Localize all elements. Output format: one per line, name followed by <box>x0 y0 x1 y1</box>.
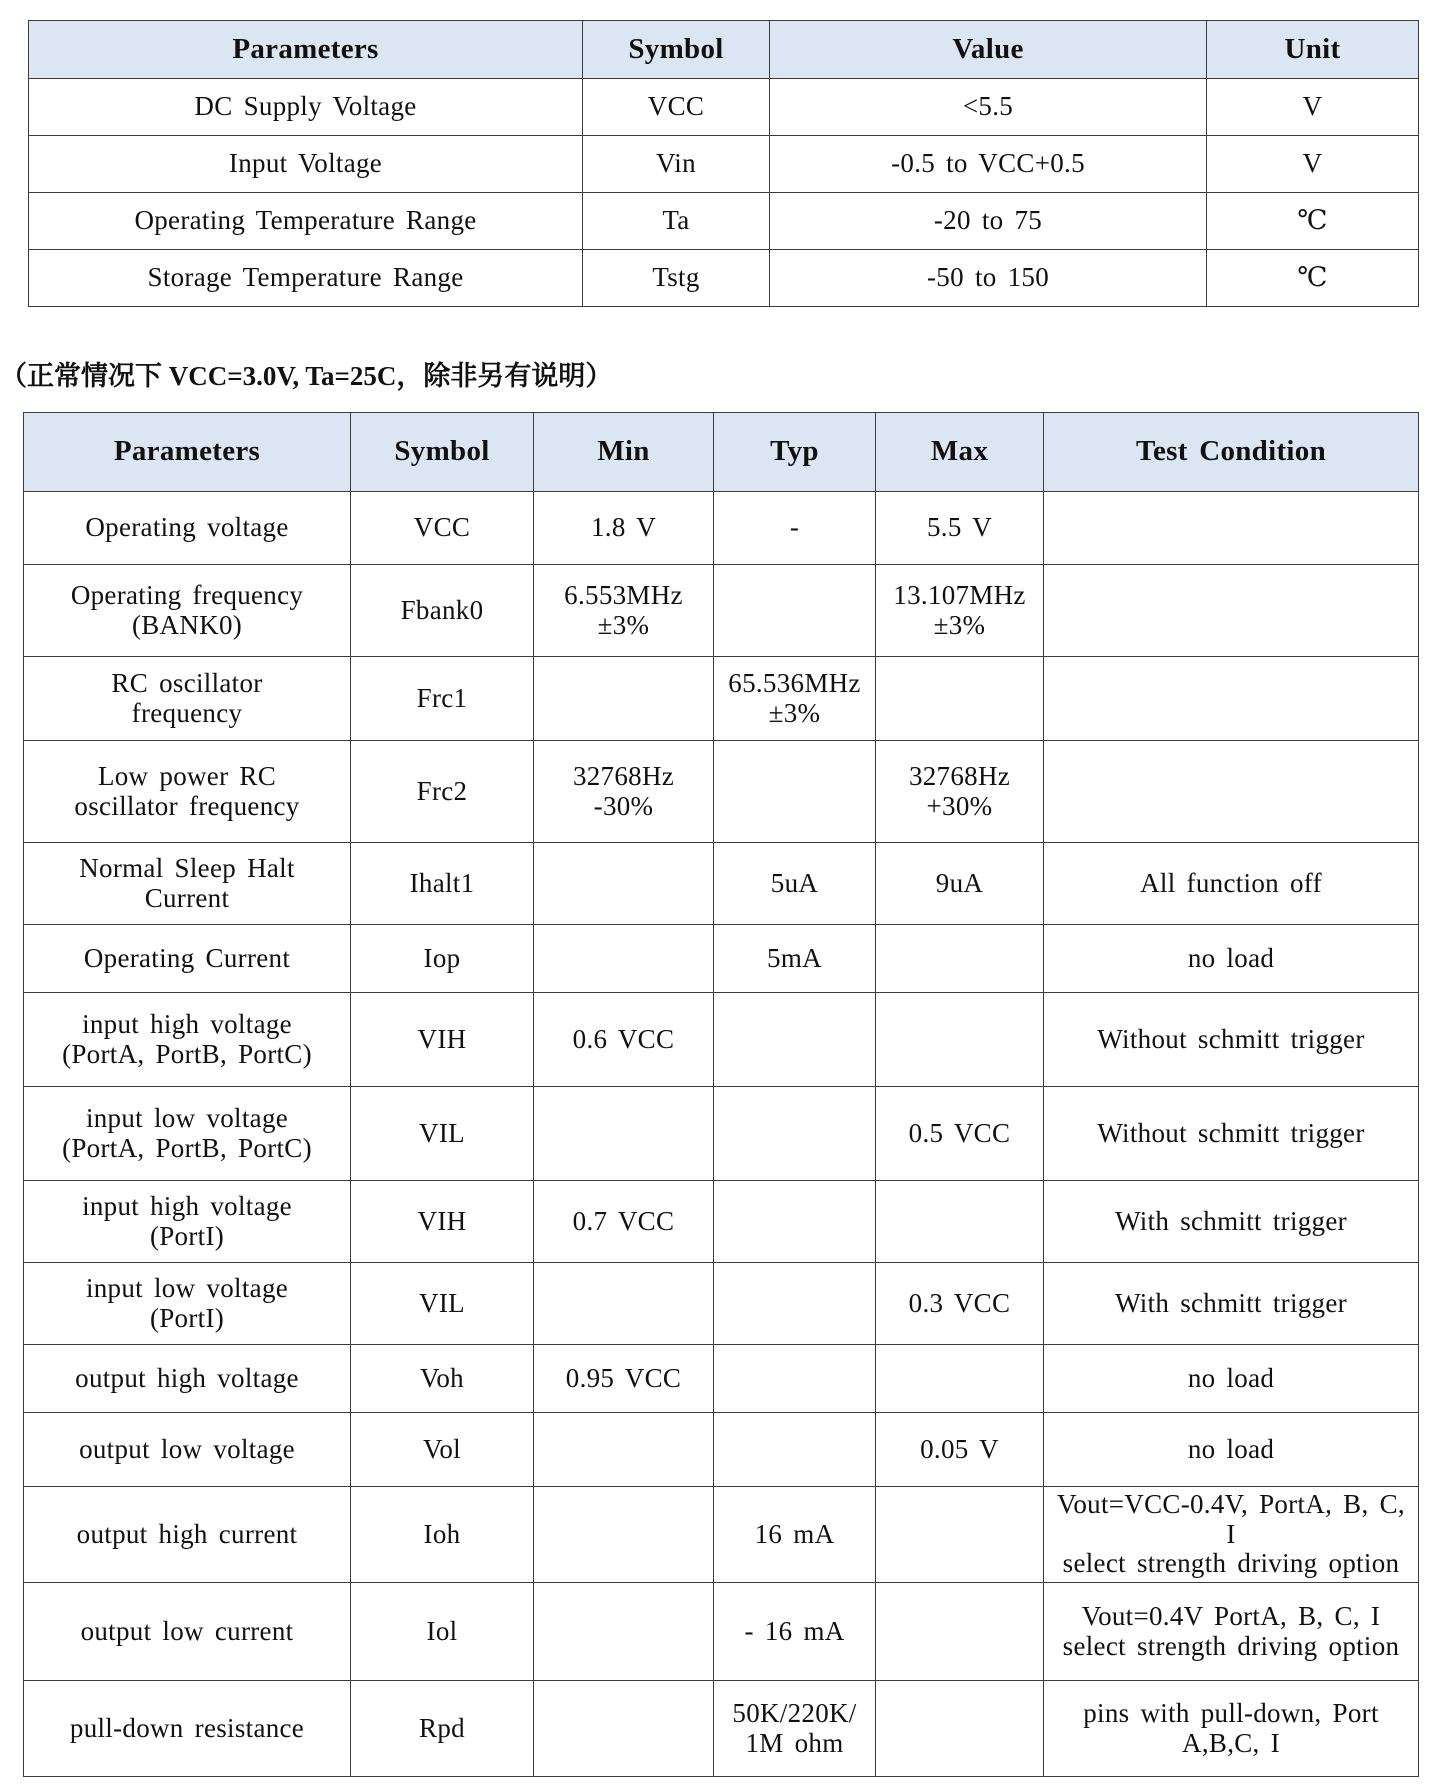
table-row <box>24 1181 1419 1263</box>
max-cell <box>876 1487 1044 1583</box>
max-cell: 0.05 V <box>876 1413 1044 1487</box>
param-cell: Operating frequency (BANK0) <box>24 565 351 657</box>
table-row <box>24 1263 1419 1345</box>
unit-cell: ℃ <box>1207 250 1419 307</box>
param-cell: Normal Sleep Halt Current <box>24 843 351 925</box>
electrical-characteristics-table <box>23 412 1419 1777</box>
typ-cell: 50K/220K/ 1M ohm <box>714 1681 876 1777</box>
test-condition-cell: no load <box>1044 925 1419 993</box>
typ-cell <box>714 1087 876 1181</box>
header-typ: Typ <box>714 413 876 492</box>
max-cell: 9uA <box>876 843 1044 925</box>
param-cell: input high voltage (PortA, PortB, PortC) <box>24 993 351 1087</box>
min-cell <box>534 925 714 993</box>
header-test-condition: Test Condition <box>1044 413 1419 492</box>
symbol-cell: VIH <box>351 993 534 1087</box>
table-row <box>24 657 1419 741</box>
min-cell <box>534 1681 714 1777</box>
param-cell: input low voltage (PortI) <box>24 1263 351 1345</box>
symbol-cell: Vin <box>583 136 770 193</box>
symbol-cell: Iop <box>351 925 534 993</box>
unit-cell: V <box>1207 136 1419 193</box>
typ-cell <box>714 1263 876 1345</box>
max-cell <box>876 1681 1044 1777</box>
unit-cell: ℃ <box>1207 193 1419 250</box>
header-symbol: Symbol <box>583 21 770 79</box>
max-cell <box>876 1181 1044 1263</box>
table-header-row <box>29 21 1419 79</box>
table-row <box>24 565 1419 657</box>
max-cell <box>876 993 1044 1087</box>
header-value: Value <box>770 21 1207 79</box>
test-condition-cell: With schmitt trigger <box>1044 1181 1419 1263</box>
table-row <box>24 1413 1419 1487</box>
min-cell <box>534 843 714 925</box>
param-cell: Storage Temperature Range <box>29 250 583 307</box>
table-row <box>24 1345 1419 1413</box>
symbol-cell: Tstg <box>583 250 770 307</box>
typ-cell: - <box>714 492 876 565</box>
min-cell: 1.8 V <box>534 492 714 565</box>
value-cell: <5.5 <box>770 79 1207 136</box>
table-row <box>24 925 1419 993</box>
typ-cell <box>714 1413 876 1487</box>
max-cell <box>876 925 1044 993</box>
header-parameters: Parameters <box>24 413 351 492</box>
max-cell: 5.5 V <box>876 492 1044 565</box>
symbol-cell: VIL <box>351 1087 534 1181</box>
typ-cell: 65.536MHz ±3% <box>714 657 876 741</box>
test-condition-cell: no load <box>1044 1345 1419 1413</box>
param-cell: Low power RC oscillator frequency <box>24 741 351 843</box>
test-condition-cell <box>1044 565 1419 657</box>
symbol-cell: VIL <box>351 1263 534 1345</box>
conditions-note: （正常情况下 VCC=3.0V, Ta=25C，除非另有说明） <box>0 361 613 391</box>
symbol-cell: Frc2 <box>351 741 534 843</box>
param-cell: output low current <box>24 1583 351 1681</box>
test-condition-cell <box>1044 492 1419 565</box>
param-cell: Operating Temperature Range <box>29 193 583 250</box>
symbol-cell: Voh <box>351 1345 534 1413</box>
symbol-cell: Vol <box>351 1413 534 1487</box>
test-condition-cell <box>1044 657 1419 741</box>
min-cell: 6.553MHz ±3% <box>534 565 714 657</box>
typ-cell <box>714 1181 876 1263</box>
min-cell <box>534 1087 714 1181</box>
symbol-cell: Frc1 <box>351 657 534 741</box>
max-cell: 32768Hz +30% <box>876 741 1044 843</box>
table-row <box>29 79 1419 136</box>
value-cell: -0.5 to VCC+0.5 <box>770 136 1207 193</box>
typ-cell <box>714 1345 876 1413</box>
table-row <box>24 741 1419 843</box>
param-cell: pull-down resistance <box>24 1681 351 1777</box>
typ-cell: - 16 mA <box>714 1583 876 1681</box>
symbol-cell: VCC <box>351 492 534 565</box>
param-cell: output high voltage <box>24 1345 351 1413</box>
typ-cell <box>714 565 876 657</box>
value-cell: -20 to 75 <box>770 193 1207 250</box>
param-cell: RC oscillator frequency <box>24 657 351 741</box>
test-condition-cell: pins with pull-down, Port A,B,C, I <box>1044 1681 1419 1777</box>
test-condition-cell: Without schmitt trigger <box>1044 993 1419 1087</box>
max-cell <box>876 1583 1044 1681</box>
table-header-row <box>24 413 1419 492</box>
max-cell: 0.5 VCC <box>876 1087 1044 1181</box>
max-cell: 13.107MHz ±3% <box>876 565 1044 657</box>
test-condition-cell: Vout=0.4V PortA, B, C, I select strength driving option <box>1044 1583 1419 1681</box>
test-condition-cell <box>1044 741 1419 843</box>
table-row <box>29 193 1419 250</box>
table-row <box>24 1681 1419 1777</box>
typ-cell: 16 mA <box>714 1487 876 1583</box>
value-cell: -50 to 150 <box>770 250 1207 307</box>
table-row <box>29 136 1419 193</box>
table-row <box>24 993 1419 1087</box>
min-cell <box>534 1583 714 1681</box>
table-row <box>24 1087 1419 1181</box>
test-condition-cell: All function off <box>1044 843 1419 925</box>
table-row <box>24 492 1419 565</box>
param-cell: DC Supply Voltage <box>29 79 583 136</box>
max-cell <box>876 657 1044 741</box>
table-row <box>24 843 1419 925</box>
param-cell: output low voltage <box>24 1413 351 1487</box>
min-cell <box>534 1263 714 1345</box>
unit-cell: V <box>1207 79 1419 136</box>
typ-cell: 5mA <box>714 925 876 993</box>
typ-cell <box>714 993 876 1087</box>
param-cell: output high current <box>24 1487 351 1583</box>
min-cell <box>534 1413 714 1487</box>
param-cell: Input Voltage <box>29 136 583 193</box>
test-condition-cell: With schmitt trigger <box>1044 1263 1419 1345</box>
table-row <box>24 1487 1419 1583</box>
symbol-cell: Iol <box>351 1583 534 1681</box>
test-condition-cell: no load <box>1044 1413 1419 1487</box>
header-max: Max <box>876 413 1044 492</box>
header-min: Min <box>534 413 714 492</box>
test-condition-cell: Without schmitt trigger <box>1044 1087 1419 1181</box>
min-cell: 0.95 VCC <box>534 1345 714 1413</box>
param-cell: input low voltage (PortA, PortB, PortC) <box>24 1087 351 1181</box>
max-cell: 0.3 VCC <box>876 1263 1044 1345</box>
symbol-cell: Ioh <box>351 1487 534 1583</box>
header-unit: Unit <box>1207 21 1419 79</box>
symbol-cell: VCC <box>583 79 770 136</box>
symbol-cell: Ihalt1 <box>351 843 534 925</box>
typ-cell <box>714 741 876 843</box>
min-cell: 0.6 VCC <box>534 993 714 1087</box>
min-cell <box>534 1487 714 1583</box>
param-cell: input high voltage (PortI) <box>24 1181 351 1263</box>
symbol-cell: Fbank0 <box>351 565 534 657</box>
symbol-cell: Rpd <box>351 1681 534 1777</box>
electrical-table-body <box>24 492 1419 1777</box>
header-symbol: Symbol <box>351 413 534 492</box>
header-parameters: Parameters <box>29 21 583 79</box>
symbol-cell: Ta <box>583 193 770 250</box>
min-cell <box>534 657 714 741</box>
absolute-ratings-table <box>28 20 1419 307</box>
typ-cell: 5uA <box>714 843 876 925</box>
min-cell: 0.7 VCC <box>534 1181 714 1263</box>
symbol-cell: VIH <box>351 1181 534 1263</box>
max-cell <box>876 1345 1044 1413</box>
param-cell: Operating voltage <box>24 492 351 565</box>
min-cell: 32768Hz -30% <box>534 741 714 843</box>
param-cell: Operating Current <box>24 925 351 993</box>
table-row <box>24 1583 1419 1681</box>
table-row <box>29 250 1419 307</box>
test-condition-cell: Vout=VCC-0.4V, PortA, B, C, I select strength driving option <box>1044 1487 1419 1583</box>
